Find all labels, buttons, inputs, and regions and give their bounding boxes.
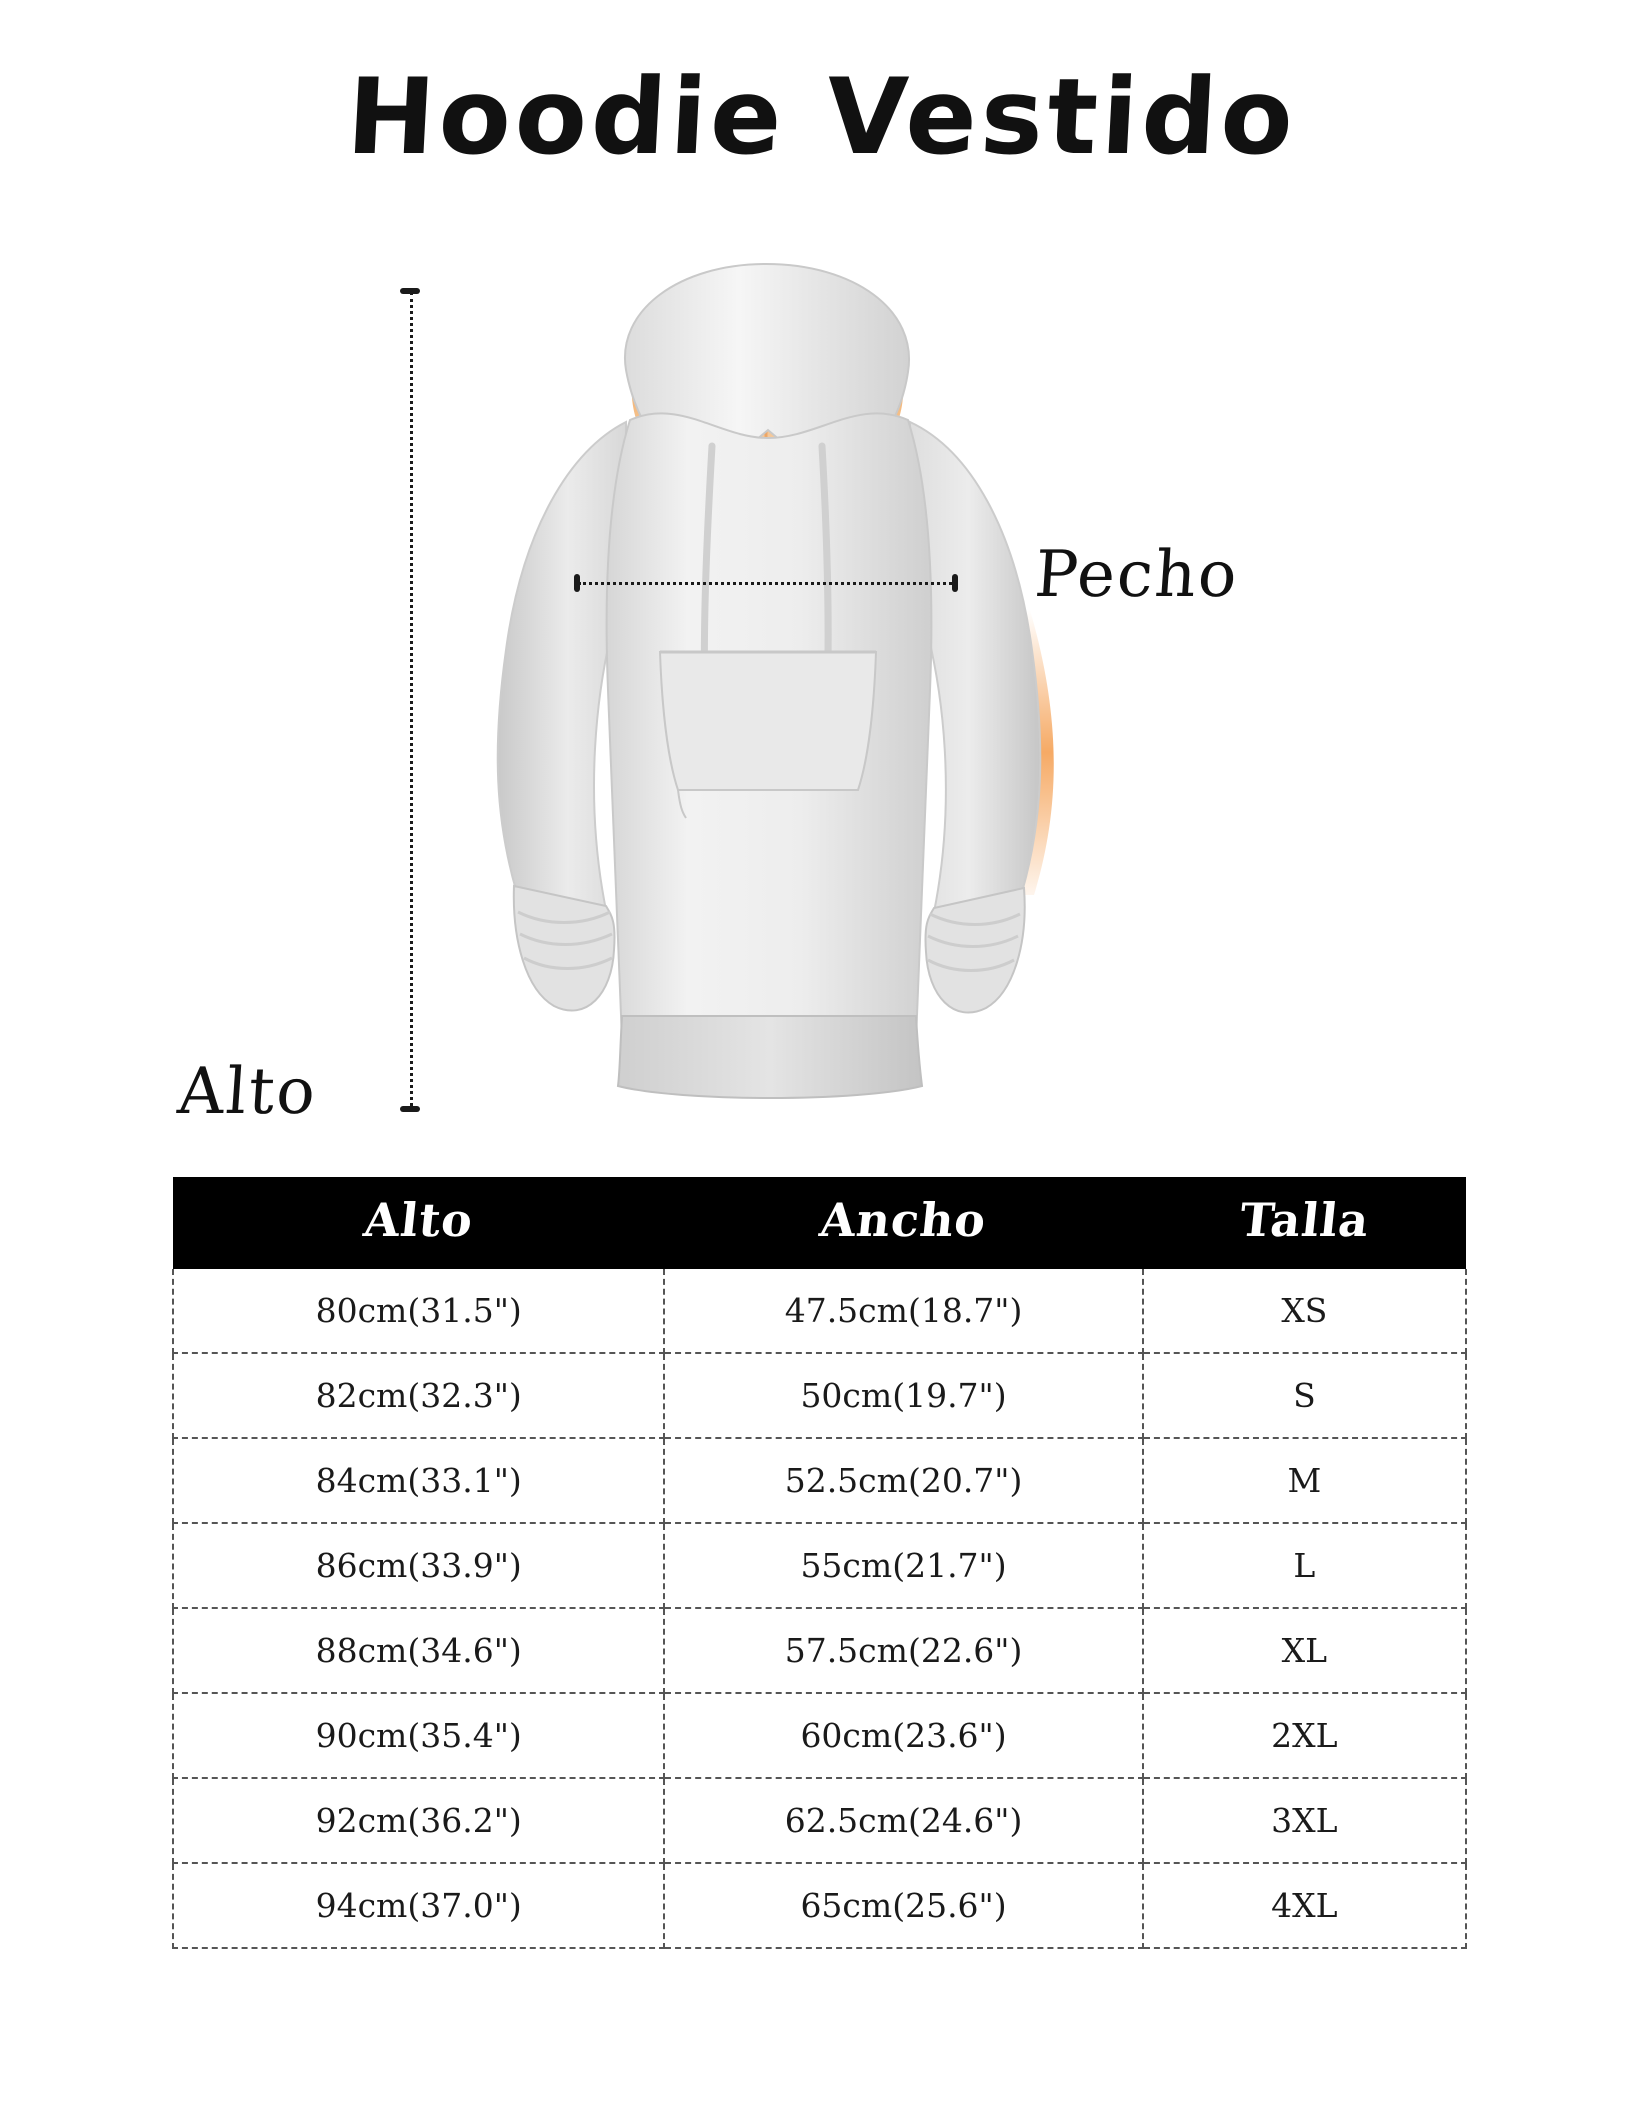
table-header-row [173,1177,1466,1269]
cell-ancho: 60cm(23.6") [664,1693,1142,1778]
table-row [173,1608,1466,1693]
table-row [173,1438,1466,1523]
cell-ancho: 50cm(19.7") [664,1353,1142,1438]
cell-alto: 84cm(33.1") [173,1438,664,1523]
pecho-measurement-line [578,582,958,585]
table-row [173,1523,1466,1608]
hoodie-illustration [430,250,1190,1130]
column-header-talla-label: Talla [1236,1193,1372,1247]
cell-talla: 4XL [1143,1863,1466,1948]
measurement-diagram [0,250,1644,1150]
column-header-ancho [664,1177,1142,1269]
alto-label: Alto [175,1055,320,1129]
cell-ancho: 47.5cm(18.7") [664,1269,1142,1353]
cell-talla: XS [1143,1269,1466,1353]
cell-talla: 3XL [1143,1778,1466,1863]
cell-ancho: 62.5cm(24.6") [664,1778,1142,1863]
cell-talla: M [1143,1438,1466,1523]
page-title: Hoodie Vestido [343,56,1301,178]
cell-ancho: 57.5cm(22.6") [664,1608,1142,1693]
cell-alto: 80cm(31.5") [173,1269,664,1353]
cell-alto: 88cm(34.6") [173,1608,664,1693]
cell-talla: L [1143,1523,1466,1608]
alto-measurement-line [410,292,413,1112]
cell-alto: 92cm(36.2") [173,1778,664,1863]
column-header-talla [1143,1177,1466,1269]
pecho-label: Pecho [1032,538,1242,612]
alto-line-cap-bottom [400,1106,420,1112]
pecho-line-cap-right [952,574,958,592]
cell-ancho: 55cm(21.7") [664,1523,1142,1608]
cell-ancho: 65cm(25.6") [664,1863,1142,1948]
cell-alto: 90cm(35.4") [173,1693,664,1778]
table-row [173,1778,1466,1863]
cell-talla: 2XL [1143,1693,1466,1778]
column-header-alto-label: Alto [361,1193,477,1247]
column-header-ancho-label: Ancho [817,1193,990,1247]
size-chart-table [172,1177,1467,1949]
cell-alto: 94cm(37.0") [173,1863,664,1948]
table-row [173,1863,1466,1948]
table-row [173,1693,1466,1778]
cell-ancho: 52.5cm(20.7") [664,1438,1142,1523]
table-row [173,1353,1466,1438]
size-chart-body [173,1269,1466,1948]
cell-talla: XL [1143,1608,1466,1693]
cell-talla: S [1143,1353,1466,1438]
cell-alto: 82cm(32.3") [173,1353,664,1438]
cell-alto: 86cm(33.9") [173,1523,664,1608]
table-row [173,1269,1466,1353]
column-header-alto [173,1177,664,1269]
